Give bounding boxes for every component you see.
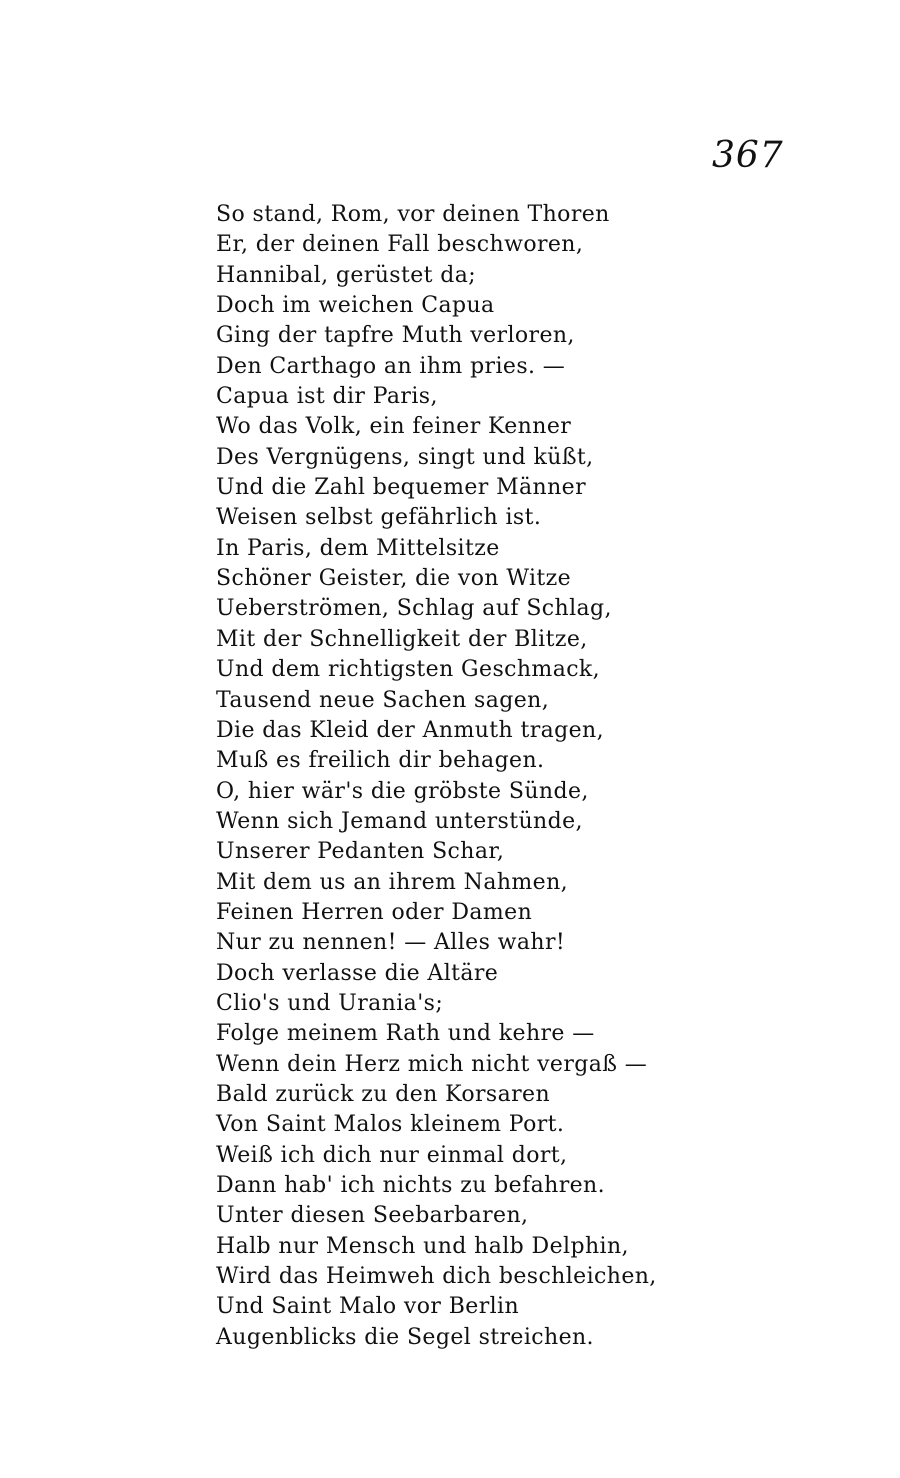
poem-line: Und die Zahl bequemer Männer — [216, 475, 586, 501]
poem-line: In Paris, dem Mittelsitze — [216, 535, 500, 561]
poem-line: Er, der deinen Fall beschworen, — [216, 232, 584, 258]
poem-line: Halb nur Mensch und halb Delphin, — [216, 1233, 629, 1259]
poem-line: Mit dem us an ihrem Nahmen, — [216, 869, 569, 895]
poem-line: Mit der Schnelligkeit der Blitze, — [216, 626, 588, 652]
poem-line: Schöner Geister, die von Witze — [216, 566, 572, 592]
poem-line: Ueberströmen, Schlag auf Schlag, — [216, 596, 612, 622]
poem-line: Und Saint Malo vor Berlin — [216, 1294, 520, 1320]
poem-line: Des Vergnügens, singt und küßt, — [216, 444, 594, 470]
poem-line: Wird das Heimweh dich beschleichen, — [216, 1264, 657, 1290]
poem-line: Bald zurück zu den Korsaren — [216, 1081, 551, 1107]
poem-line: Den Carthago an ihm pries. — — [216, 353, 566, 379]
poem-line: Tausend neue Sachen sagen, — [216, 687, 550, 713]
poem-line: Wo das Volk, ein feiner Kenner — [216, 414, 572, 440]
poem-line: Folge meinem Rath und kehre — — [216, 1021, 595, 1047]
poem-line: Muß es freilich dir behagen. — [216, 748, 545, 774]
poem-line: Hannibal, gerüstet da; — [216, 262, 477, 288]
poem-line: Doch im weichen Capua — [216, 293, 495, 319]
poem-line: Augenblicks die Segel streichen. — [216, 1324, 594, 1350]
poem-line: Unter diesen Seebarbaren, — [216, 1203, 529, 1229]
poem-line: Weisen selbst gefährlich ist. — [216, 505, 542, 531]
poem-line: Feinen Herren oder Damen — [216, 899, 533, 925]
page-number: 367 — [712, 135, 784, 176]
poem-line: Nur zu nennen! — Alles wahr! — [216, 930, 566, 956]
poem-line: Die das Kleid der Anmuth tragen, — [216, 717, 605, 743]
poem-line: Doch verlasse die Altäre — [216, 960, 499, 986]
poem-line: Wenn dein Herz mich nicht vergaß — — [216, 1051, 648, 1077]
poem-line: Und dem richtigsten Geschmack, — [216, 657, 601, 683]
poem-line: Von Saint Malos kleinem Port. — [216, 1112, 565, 1138]
poem-line: Wenn sich Jemand unterstünde, — [216, 808, 583, 834]
poem-line: So stand, Rom, vor deinen Thoren — [216, 202, 610, 227]
poem-line: O, hier wär's die gröbste Sünde, — [216, 778, 589, 804]
poem-line: Ging der tapfre Muth verloren, — [216, 323, 575, 349]
poem-line: Weiß ich dich nur einmal dort, — [216, 1142, 568, 1168]
poem-line: Capua ist dir Paris, — [216, 384, 438, 410]
poem-line: Clio's und Urania's; — [216, 990, 444, 1016]
poem — [216, 200, 676, 1353]
poem-line: Dann hab' ich nichts zu befahren. — [216, 1173, 606, 1198]
poem-line: Unserer Pedanten Schar, — [216, 839, 505, 865]
